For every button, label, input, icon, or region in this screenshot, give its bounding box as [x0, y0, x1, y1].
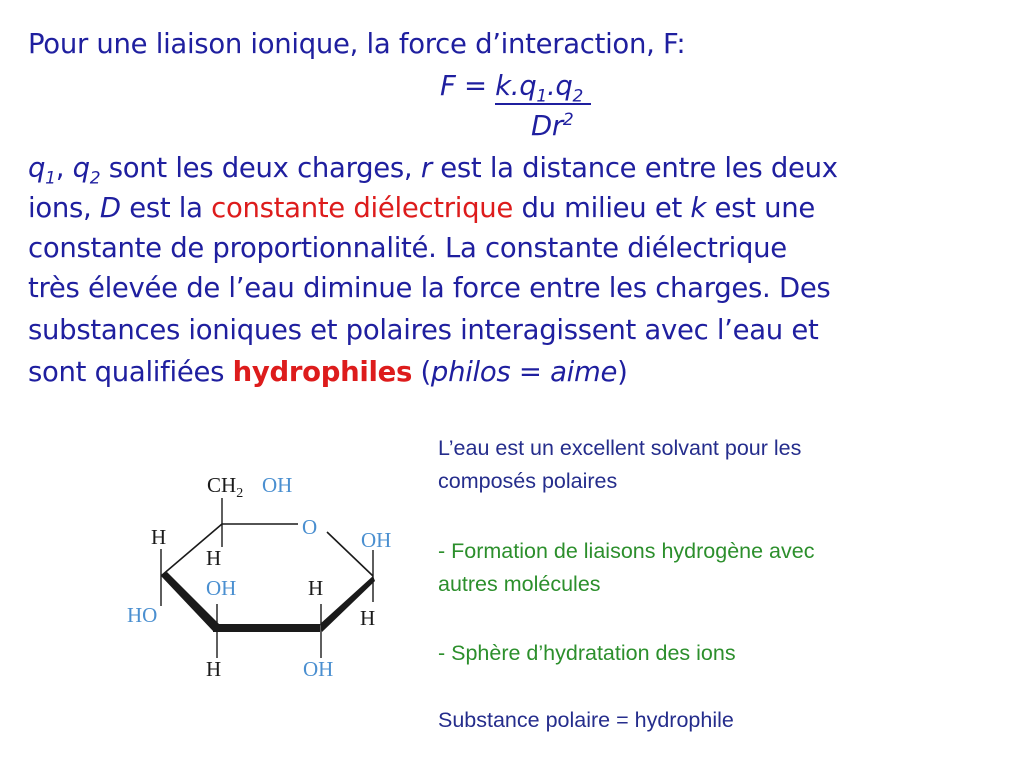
dielectric-term: constante diélectrique	[211, 192, 513, 224]
formula-lhs: F =	[440, 70, 496, 102]
bullet-hydration-sphere: - Sphère d’hydratation des ions	[438, 641, 736, 665]
label-oh-c2: OH	[303, 657, 334, 681]
paragraph-line-1: $q_1$, $q_2$ sont les deux charges, r est la distance entre les deux	[28, 152, 838, 189]
label-ring-o: O	[302, 515, 318, 539]
formula-numerator	[440, 66, 591, 106]
intro-text: Pour une liaison ionique, la force d’interaction, F:	[28, 28, 686, 60]
paragraph-line-6: sont qualifiées hydrophiles (philos = aime)	[28, 356, 628, 388]
formula-numerator-fraction: $k.q_1.q_2$	[495, 70, 591, 105]
label-h-c2: H	[308, 576, 324, 600]
label-oh-right: OH	[361, 528, 392, 552]
label-h-upper-left: H	[151, 525, 167, 549]
label-oh-c3: OH	[206, 576, 237, 600]
conclusion-text: Substance polaire = hydrophile	[438, 708, 734, 732]
label-h-c1: H	[360, 606, 376, 630]
bullet-hydrogen-bonds-2: autres molécules	[438, 572, 601, 596]
label-ho-left: HO	[127, 603, 158, 627]
label-h-c5: H	[206, 546, 222, 570]
paragraph-line-4: très élevée de l’eau diminue la force entre les charges. Des	[28, 272, 831, 304]
paragraph-line-5: substances ioniques et polaires interagissent avec l’eau et	[28, 314, 819, 346]
side-line-1: L’eau est un excellent solvant pour les	[438, 436, 802, 460]
label-oh-top: OH	[262, 473, 293, 497]
label-h-c4: H	[206, 657, 222, 681]
ring-bond-c3-c2	[213, 624, 320, 632]
glucose-haworth-diagram	[115, 462, 415, 702]
hydrophiles-term: hydrophiles	[232, 356, 413, 388]
side-line-2: composés polaires	[438, 469, 618, 493]
paragraph-line-2: ions, D est la constante diélectrique du milieu et k est une	[28, 192, 815, 224]
bullet-hydrogen-bonds-1: - Formation de liaisons hydrogène avec	[438, 539, 815, 563]
paragraph-line-3: constante de proportionnalité. La constante diélectrique	[28, 232, 787, 264]
label-ch2: $CH_2$	[207, 473, 244, 501]
formula-denominator: Dr$^2$	[531, 109, 574, 142]
